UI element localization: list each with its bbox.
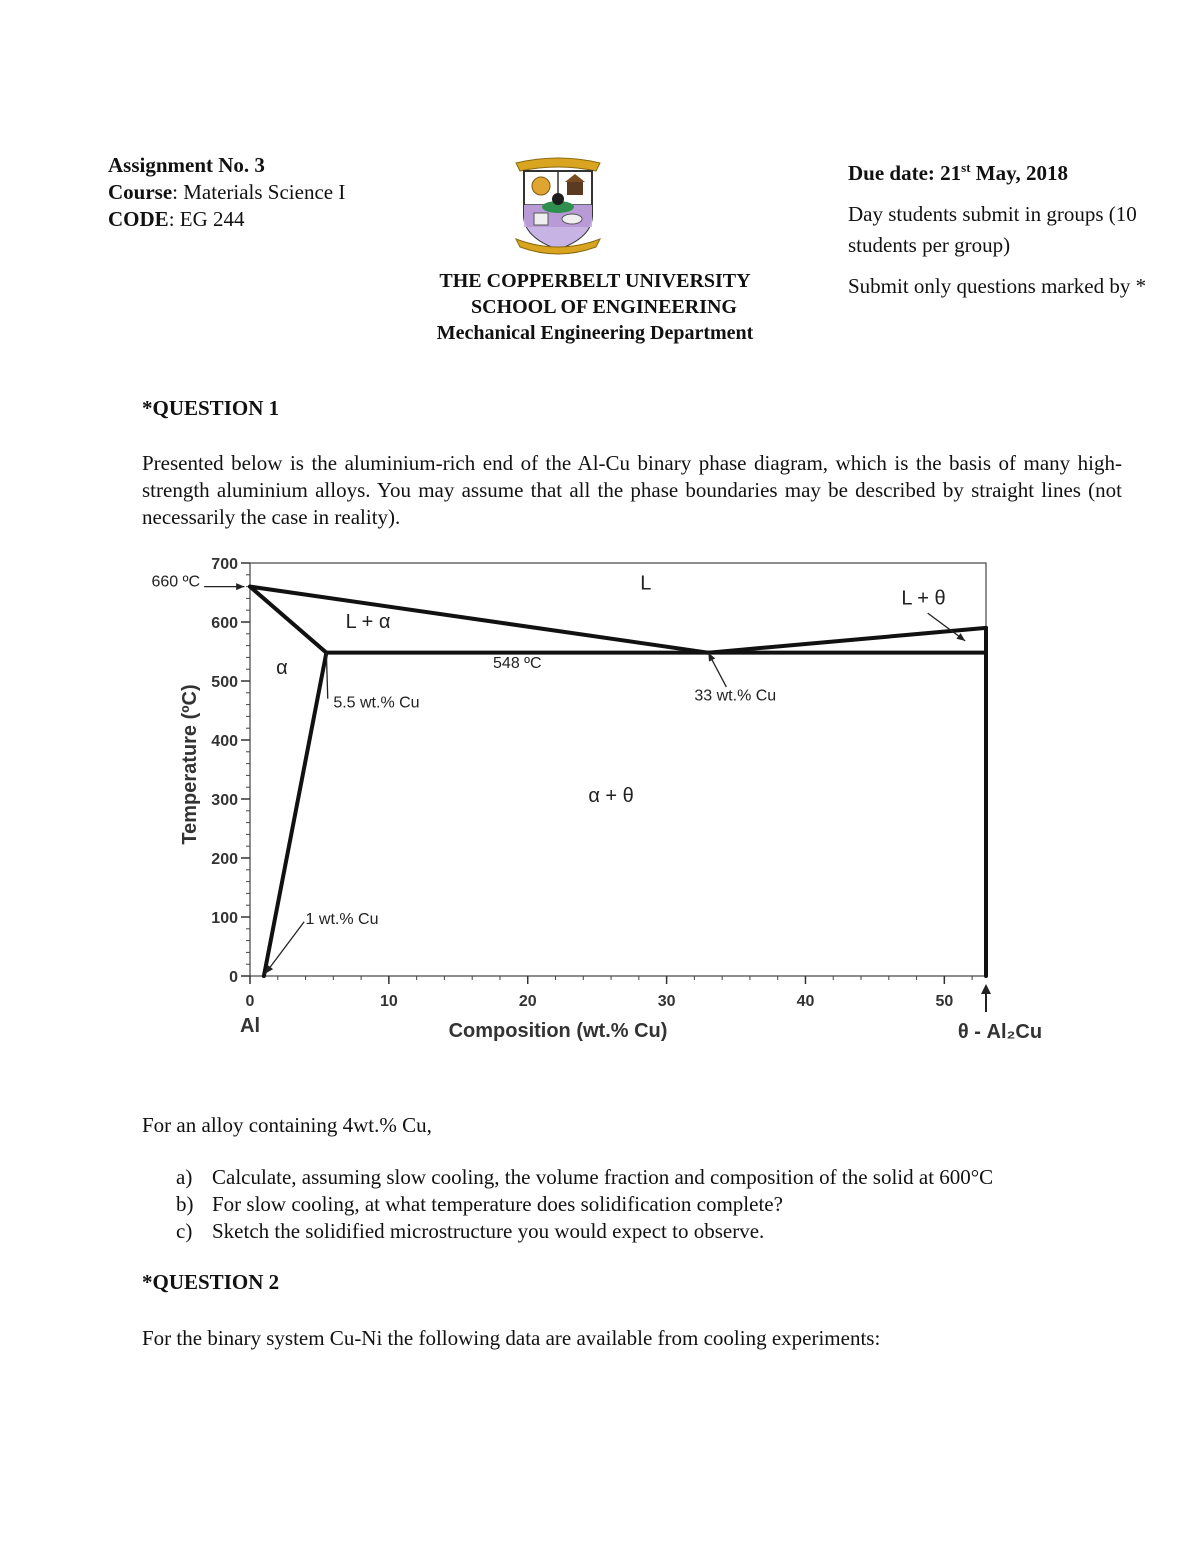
list-item: b) For slow cooling, at what temperature does solidification complete? [176,1192,783,1216]
phase-label: L + θ [901,587,946,610]
question2-heading: *QUESTION 2 [142,1270,280,1294]
question1-items [176,1164,993,1245]
list-item: a) Calculate, assuming slow cooling, the volume fraction and composition of the solid at 600°C [176,1165,994,1189]
leader-5-5 [326,653,327,699]
school-name: SCHOOL OF ENGINEERING [471,296,737,318]
phase-boundary-line-3 [708,628,986,653]
phase-label: L [640,572,652,595]
alloy-line: For an alloy containing 4wt.% Cu, [142,1113,432,1137]
annotation-label: 33 wt.% Cu [694,687,777,705]
course-value: : Materials Science I [172,180,346,204]
x-left-label: Al [240,1015,260,1037]
phase-boundary-line-2 [250,587,708,653]
y-tick-label: 200 [211,851,238,868]
annotation-label: 5.5 wt.% Cu [333,694,420,712]
y-tick-label: 600 [211,615,238,632]
university-crest-icon [512,155,604,257]
university-block [380,268,810,346]
leader-660-head [236,583,244,590]
x-tick-label: 20 [518,993,537,1010]
due-info [848,152,1168,312]
x-tick-label: 10 [379,993,398,1010]
x-tick-label: 0 [245,993,255,1010]
assignment-number: Assignment No. 3 [108,153,265,177]
list-item: c) Sketch the solidified microstructure you would expect to observe. [176,1219,765,1243]
code-key: CODE [108,207,169,231]
question2-intro: For the binary system Cu-Ni the following data are available from cooling experiments: [142,1326,881,1350]
annotation-label: 660 ºC [151,573,201,591]
question1-heading: *QUESTION 1 [142,396,280,420]
y-tick-label: 300 [211,792,238,809]
annotation-label: 1 wt.% Cu [305,911,379,929]
assignment-info [108,152,345,233]
phase-diagram-svg [150,548,1043,1058]
department-name: Mechanical Engineering Department [436,322,754,344]
x-right-label: θ - Al₂Cu [957,1021,1043,1043]
y-axis-label: Temperature (ºC) [179,684,201,845]
phase-label: L + α [345,610,391,633]
submit-note: Submit only questions marked by * [848,274,1147,298]
x-axis-label: Composition (wt.% Cu) [448,1020,668,1042]
annotation-label: 548 ºC [493,655,542,673]
question1-intro: Presented below is the aluminium-rich end of the Al-Cu binary phase diagram, which is the basis of many high-strength aluminium alloys. You may assume that all the phase boundaries may be described by straight lines (not necessarily the case in reality). [142,451,1122,529]
y-tick-label: 0 [229,969,238,986]
x-tick-label: 30 [657,993,676,1010]
code-value: : EG 244 [168,207,245,231]
course-key: Course [108,180,173,204]
y-tick-label: 100 [211,910,238,927]
x-tick-label: 50 [935,993,954,1010]
phase-diagram-chart [150,548,1043,1058]
phase-label: α [276,656,288,679]
y-tick-label: 500 [211,674,238,691]
x-tick-label: 40 [796,993,815,1010]
group-instructions: Day students submit in groups (10 students per group) [848,202,1137,257]
phase-label: α + θ [588,784,634,807]
leader-l-theta-head [956,633,965,641]
university-name: THE COPPERBELT UNIVERSITY [439,270,751,292]
y-tick-label: 400 [211,733,238,750]
y-tick-label: 700 [211,556,238,573]
due-date: Due date: 21st May, 2018 [848,160,1068,185]
theta-arrow-head [981,984,991,994]
